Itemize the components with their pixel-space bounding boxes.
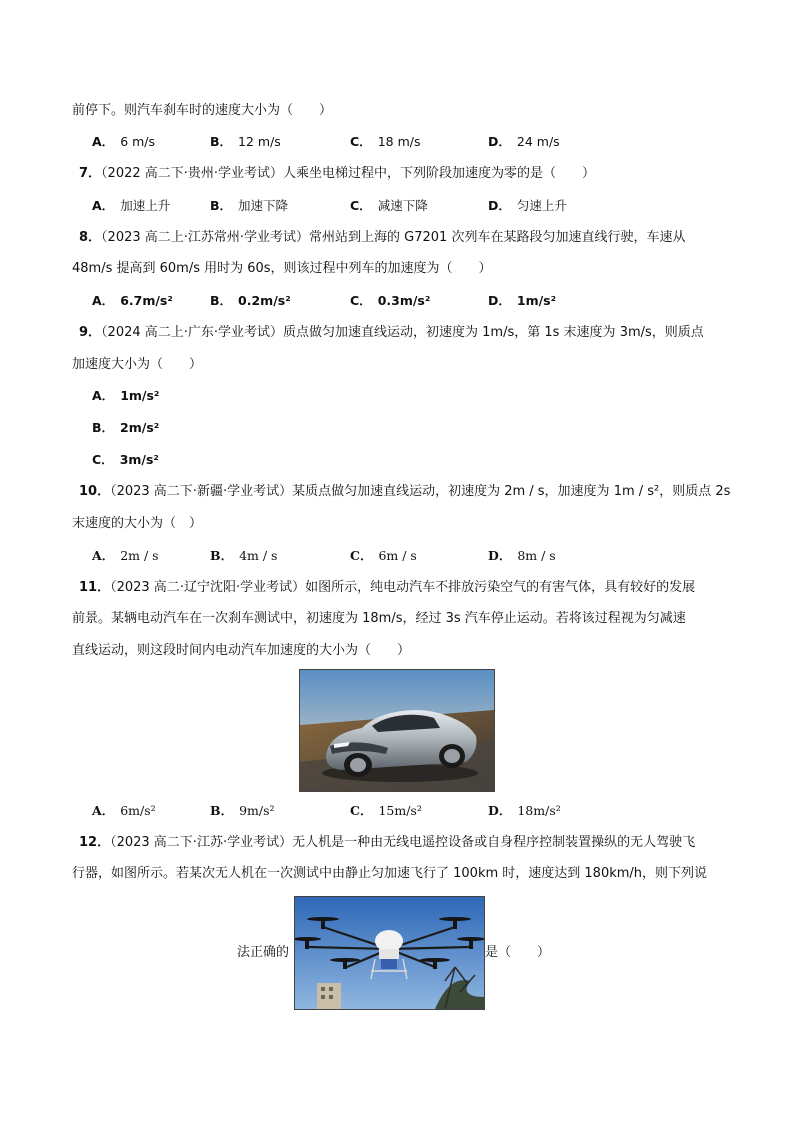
q6-option-c[interactable]: C． 18 m/s: [350, 134, 421, 149]
q8-option-d[interactable]: D． 1m/s²: [488, 293, 557, 308]
q8-option-b[interactable]: B． 0.2m/s²: [210, 293, 291, 308]
q7-option-d[interactable]: D． 匀速上升: [488, 198, 567, 213]
q6-option-a[interactable]: A． 6 m/s: [92, 134, 156, 149]
q8-option-c[interactable]: C． 0.3m/s²: [350, 293, 431, 308]
q11-number: 11．: [79, 580, 111, 595]
q7-option-c[interactable]: C． 减速下降: [350, 198, 428, 213]
q8-options: [92, 291, 732, 311]
q7-option-a[interactable]: A． 加速上升: [92, 198, 171, 213]
q12-number: 12．: [79, 835, 111, 850]
q9-option-a[interactable]: A． 1m/s²: [92, 388, 160, 403]
q8-number: 8．: [79, 230, 102, 245]
q6-option-b[interactable]: B． 12 m/s: [210, 134, 281, 149]
q11-option-d[interactable]: D． 18m/s²: [488, 803, 561, 818]
q7-number: 7．: [79, 166, 102, 181]
q6-stem-tail: 前停下。则汽车刹车时的速度大小为（ ）: [72, 103, 333, 118]
q9-stem-line1: 9．（2024 高二上·广东·学业考试）质点做匀加速直线运动，初速度为 1m/s，第 1s 末速度为 3m/s，则质点: [79, 325, 704, 340]
q11-stem-line2: 前景。某辆电动汽车在一次刹车测试中，初速度为 18m/s，经过 3s 汽车停止运动。若将该过程视为匀减速: [72, 611, 686, 626]
q12-stem-line3-right: 是（ ）: [485, 945, 551, 960]
q9-option-c[interactable]: C． 3m/s²: [92, 452, 159, 467]
q11-option-c[interactable]: C． 15m/s²: [350, 803, 422, 818]
q11-option-a[interactable]: A． 6m/s²: [92, 803, 156, 818]
q7-stem: 7．（2022 高二下·贵州·学业考试）人乘坐电梯过程中，下列阶段加速度为零的是（ ）: [79, 166, 596, 181]
q11-stem-line3: 直线运动，则这段时间内电动汽车加速度的大小为（ ）: [72, 643, 411, 658]
q11-options: [92, 801, 732, 821]
q6-option-d[interactable]: D． 24 m/s: [488, 134, 560, 149]
q10-options: [92, 546, 732, 566]
car-image: [300, 670, 494, 791]
q10-option-c[interactable]: C． 6m / s: [350, 548, 417, 563]
q10-number: 10．: [79, 484, 111, 499]
q10-option-b[interactable]: B． 4m / s: [210, 548, 278, 563]
q8-option-a[interactable]: A． 6.7m/s²: [92, 293, 173, 308]
electric-car-photo: [299, 669, 495, 792]
q10-option-a[interactable]: A． 2m / s: [92, 548, 159, 563]
q10-stem-line1: 10．（2023 高二下·新疆·学业考试）某质点做匀加速直线运动，初速度为 2m / s，加速度为 1m / s²，则质点 2s: [79, 484, 731, 499]
q9-option-b[interactable]: B． 2m/s²: [92, 420, 160, 435]
drone-photo: [294, 896, 485, 1010]
q9-stem-line2: 加速度大小为（ ）: [72, 357, 203, 372]
q12-stem-line2: 行器，如图所示。若某次无人机在一次测试中由静止匀加速飞行了 100km 时，速度达到 180km/h，则下列说: [72, 866, 708, 881]
q11-option-b[interactable]: B． 9m/s²: [210, 803, 275, 818]
q8-stem-line2: 48m/s 提高到 60m/s 用时为 60s，则该过程中列车的加速度为（ ）: [72, 261, 492, 276]
q12-stem-line3-left: 法正确的: [237, 945, 290, 960]
q11-stem-line1: 11．（2023 高二·辽宁沈阳·学业考试）如图所示，纯电动汽车不排放污染空气的有害气体，具有较好的发展: [79, 580, 696, 595]
q7-options: [92, 196, 732, 216]
q8-stem-line1: 8．（2023 高二上·江苏常州·学业考试）常州站到上海的 G7201 次列车在某路段匀加速直线行驶，车速从: [79, 230, 686, 245]
q10-stem-line2: 末速度的大小为（ ）: [72, 516, 203, 531]
q12-stem-line1: 12．（2023 高二下·江苏·学业考试）无人机是一种由无线电遥控设备或自身程序控制装置操纵的无人驾驶飞: [79, 835, 696, 850]
q7-option-b[interactable]: B． 加速下降: [210, 198, 289, 213]
q9-number: 9．: [79, 325, 102, 340]
drone-image: [295, 897, 484, 1009]
q6-options: [92, 132, 732, 152]
q10-option-d[interactable]: D． 8m / s: [488, 548, 556, 563]
